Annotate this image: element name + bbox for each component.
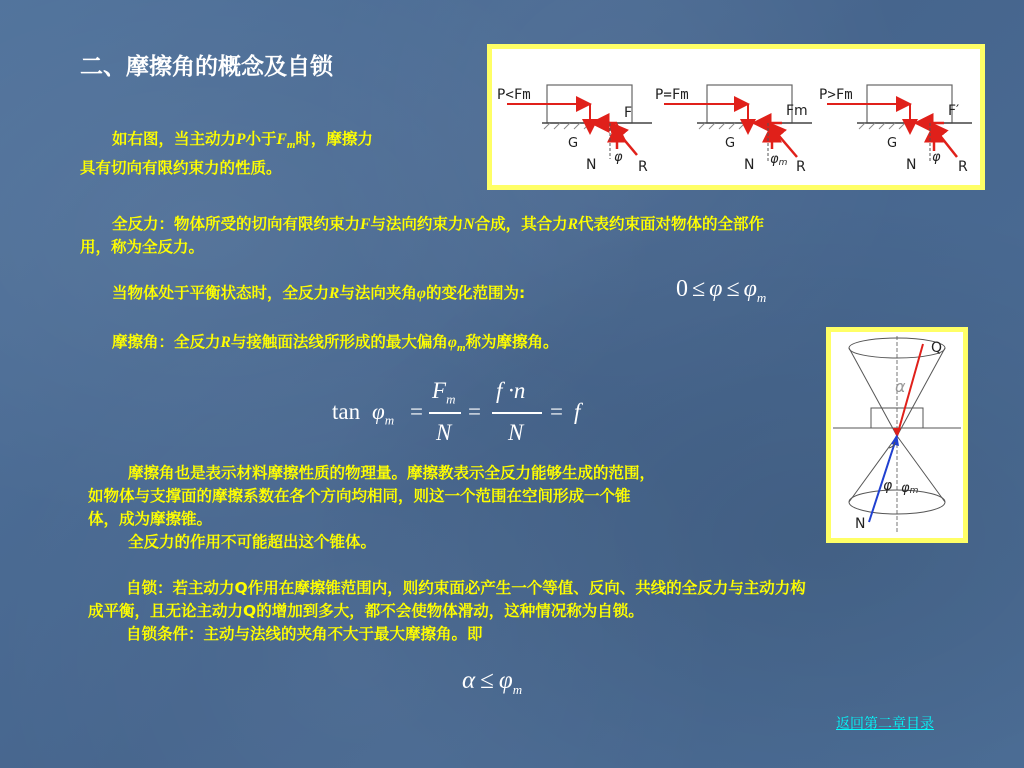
tan-formula: tan $\varphi_m$ = $F_m$ N = f ·n N = f [332,378,581,445]
svg-text:α: α [895,377,906,396]
svg-text:φm: φm [901,481,919,496]
panel-p-greater-fm [819,85,972,175]
range-formula: $0 \le \varphi \le \varphi_m$ [676,276,767,305]
svg-text:F′: F′ [948,103,960,119]
svg-text:P>Fm: P>Fm [819,87,853,103]
self-lock-formula: $\alpha \le \varphi_m$ [462,667,523,697]
svg-text:N: N [586,157,597,173]
slide-title: 二、摩擦角的概念及自锁 [80,54,333,80]
friction-cone-diagram [831,332,963,538]
svg-text:R: R [638,159,648,175]
return-chapter-2-link[interactable]: 返回第二章目录 [836,716,934,732]
friction-cone-figure [826,327,968,543]
svg-text:P=Fm: P=Fm [655,87,689,103]
svg-text:N: N [906,157,917,173]
svg-text:G: G [887,136,898,151]
svg-text:N: N [855,516,866,532]
svg-text:G: G [725,136,736,151]
paragraph-total-reaction: 全反力：物体所受的切向有限约束力F与法向约束力N合成，其合力R代表约束面对物体的全部作 用，称为全反力。 [80,215,764,256]
friction-states-diagram [492,49,980,185]
svg-text:Fm: Fm [786,103,808,119]
svg-text:R: R [958,159,968,175]
svg-text:φ: φ [883,478,893,494]
svg-text:G: G [568,136,579,151]
paragraph-friction-cone: 摩擦角也是表示材料摩擦性质的物理量。摩擦教表示全反力能够生成的范围， 如物体与支撑面的摩擦系数在各个方向均相同，则这一个范围在空间形成一个锥 体，成为摩擦锥。 全反力的作用不可能超出这个锥体。 [88,464,656,551]
svg-text:φ: φ [932,150,941,165]
svg-text:φ: φ [614,150,623,165]
svg-text:P<Fm: P<Fm [497,87,531,103]
paragraph-friction-angle: 摩擦角：全反力R与接触面法线所形成的最大偏角$\varphi_m$称为摩擦角。 [112,333,559,355]
paragraph-intro: 如右图，当主动力P小于$F_m$时，摩擦力 具有切向有限约束力的性质。 [80,130,373,178]
svg-text:R: R [796,159,806,175]
friction-states-figure [487,44,985,190]
svg-text:N: N [744,157,755,173]
svg-text:Q: Q [931,340,943,356]
panel-p-less-fm [497,85,652,175]
svg-text:φm: φm [770,152,788,168]
paragraph-self-lock: 自锁：若主动力Q作用在摩擦锥范围内，则约束面必产生一个等值、反向、共线的全反力与主动力构 成平衡，且无论主动力Q的增加到多大，都不会使物体滑动，这种情况称为自锁。 自锁条件：主动与法线的夹角不大于最大摩擦角。即 [88,579,806,643]
paragraph-equilibrium: 当物体处于平衡状态时，全反力R与法向夹角φ的变化范围为: [112,284,526,302]
panel-p-equal-fm [655,85,812,175]
svg-text:F: F [624,105,633,121]
